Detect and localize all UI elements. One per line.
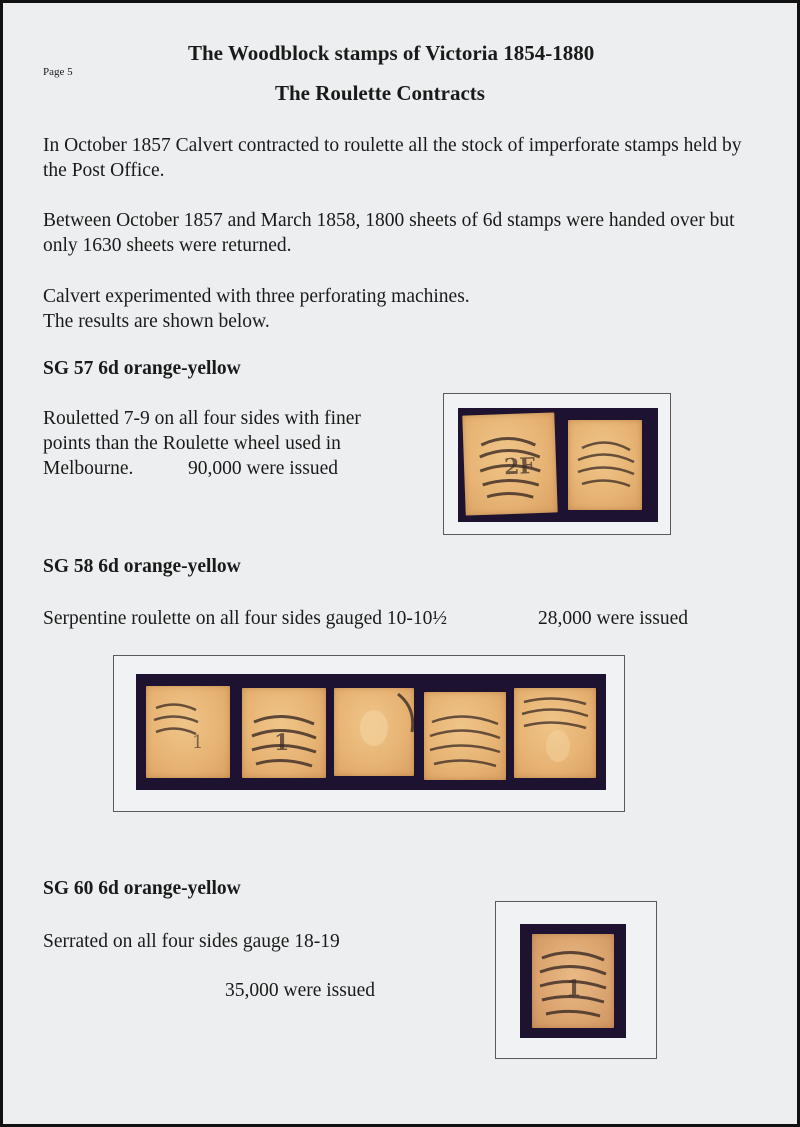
stamp-image xyxy=(568,420,642,510)
postmark-icon xyxy=(462,412,557,515)
intro-paragraph-3-line-1: Calvert experimented with three perforating machines. xyxy=(43,286,470,307)
section-heading-sg58: SG 58 6d orange-yellow xyxy=(43,556,241,577)
postmark-icon xyxy=(334,688,414,776)
svg-text:1: 1 xyxy=(192,732,204,753)
intro-paragraph-3-line-2: The results are shown below. xyxy=(43,311,270,332)
sg57-description-line-3: Melbourne. xyxy=(43,458,134,479)
sg57-stamp-frame xyxy=(443,393,671,535)
postmark-icon xyxy=(424,692,506,780)
intro-paragraph-1: In October 1857 Calvert contracted to roulette all the stock of imperforate stamps held by the Post Office. xyxy=(43,135,742,181)
sg58-issued-count: 28,000 were issued xyxy=(538,608,689,629)
svg-text:1: 1 xyxy=(274,730,290,756)
stamp-image xyxy=(424,692,506,780)
sg57-issued-count: 90,000 were issued xyxy=(188,458,339,479)
sg58-stamp-frame xyxy=(113,655,625,812)
sg60-issued-count: 35,000 were issued xyxy=(225,980,376,1001)
sg60-stamp-mount xyxy=(520,924,626,1038)
stamp-image xyxy=(514,688,596,778)
sg57-stamp-mount xyxy=(458,408,658,522)
sg57-description-line-2: points than the Roulette wheel used in xyxy=(43,433,341,454)
section-heading-sg57: SG 57 6d orange-yellow xyxy=(43,358,241,379)
sg60-stamp-frame xyxy=(495,901,657,1059)
intro-paragraph-2: Between October 1857 and March 1858, 1800 sheets of 6d stamps were handed over but only 1630 sheets were returned. xyxy=(43,210,735,256)
stamp-image xyxy=(334,688,414,776)
stamp-image xyxy=(242,688,326,778)
stamp-image xyxy=(146,686,230,778)
postmark-icon xyxy=(242,688,326,778)
section-heading-sg60: SG 60 6d orange-yellow xyxy=(43,878,241,899)
postmark-icon xyxy=(532,934,614,1028)
sg58-stamp-mount xyxy=(136,674,606,790)
sg60-description: Serrated on all four sides gauge 18-19 xyxy=(43,931,340,952)
postmark-icon xyxy=(568,420,642,510)
page-number: Page 5 xyxy=(43,66,73,78)
stamp-image xyxy=(462,412,557,515)
postmark-icon xyxy=(146,686,230,778)
sg57-description-line-1: Rouletted 7-9 on all four sides with finer xyxy=(43,408,361,429)
svg-text:2F: 2F xyxy=(503,453,536,481)
page-title: The Woodblock stamps of Victoria 1854-1880 xyxy=(188,41,595,65)
svg-text:1: 1 xyxy=(566,976,582,1002)
sg58-description: Serpentine roulette on all four sides gauged 10-10½ xyxy=(43,608,447,629)
postmark-icon xyxy=(514,688,596,778)
page-subtitle: The Roulette Contracts xyxy=(275,81,485,105)
stamp-image xyxy=(532,934,614,1028)
